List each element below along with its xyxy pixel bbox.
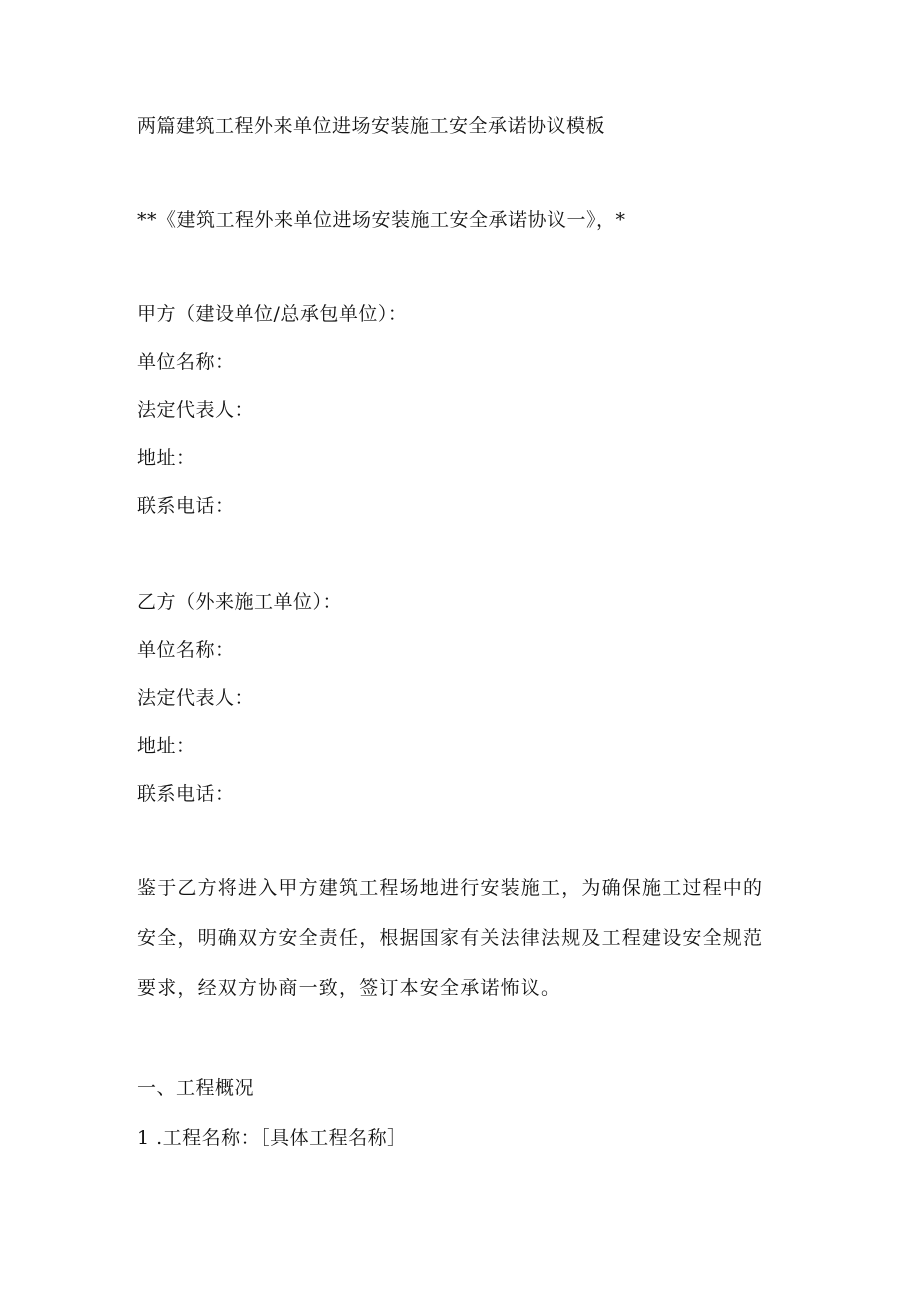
party-b-phone: 联系电话： — [137, 783, 235, 805]
party-b-unit-name: 单位名称： — [137, 639, 235, 661]
agreement-subtitle: **《建筑工程外来单位进场安装施工安全承诺协议一》，* — [137, 209, 626, 231]
project-name-item: 1 .工程名称：［具体工程名称］ — [137, 1127, 407, 1149]
intro-paragraph-line: 鉴于乙方将进入甲方建筑工程场地进行安装施工，为确保施工过程中的 — [137, 877, 764, 899]
document-title: 两篇建筑工程外来单位进场安装施工安全承诺协议模板 — [137, 115, 606, 137]
party-a-address: 地址： — [137, 447, 196, 469]
party-a-phone: 联系电话： — [137, 495, 235, 517]
intro-paragraph-line: 安全，明确双方安全责任，根据国家有关法律法规及工程建设安全规范 — [137, 927, 764, 949]
section-heading-overview: 一、工程概况 — [137, 1077, 255, 1099]
party-b-heading: 乙方（外来施工单位）： — [137, 591, 343, 613]
party-a-legal-rep: 法定代表人： — [137, 399, 255, 421]
party-b-legal-rep: 法定代表人： — [137, 687, 255, 709]
party-b-address: 地址： — [137, 735, 196, 757]
party-a-heading: 甲方（建设单位/总承包单位）： — [137, 303, 408, 325]
party-a-unit-name: 单位名称： — [137, 351, 235, 373]
intro-paragraph-line: 要求，经双方协商一致，签订本安全承诺怖议。 — [137, 977, 562, 999]
